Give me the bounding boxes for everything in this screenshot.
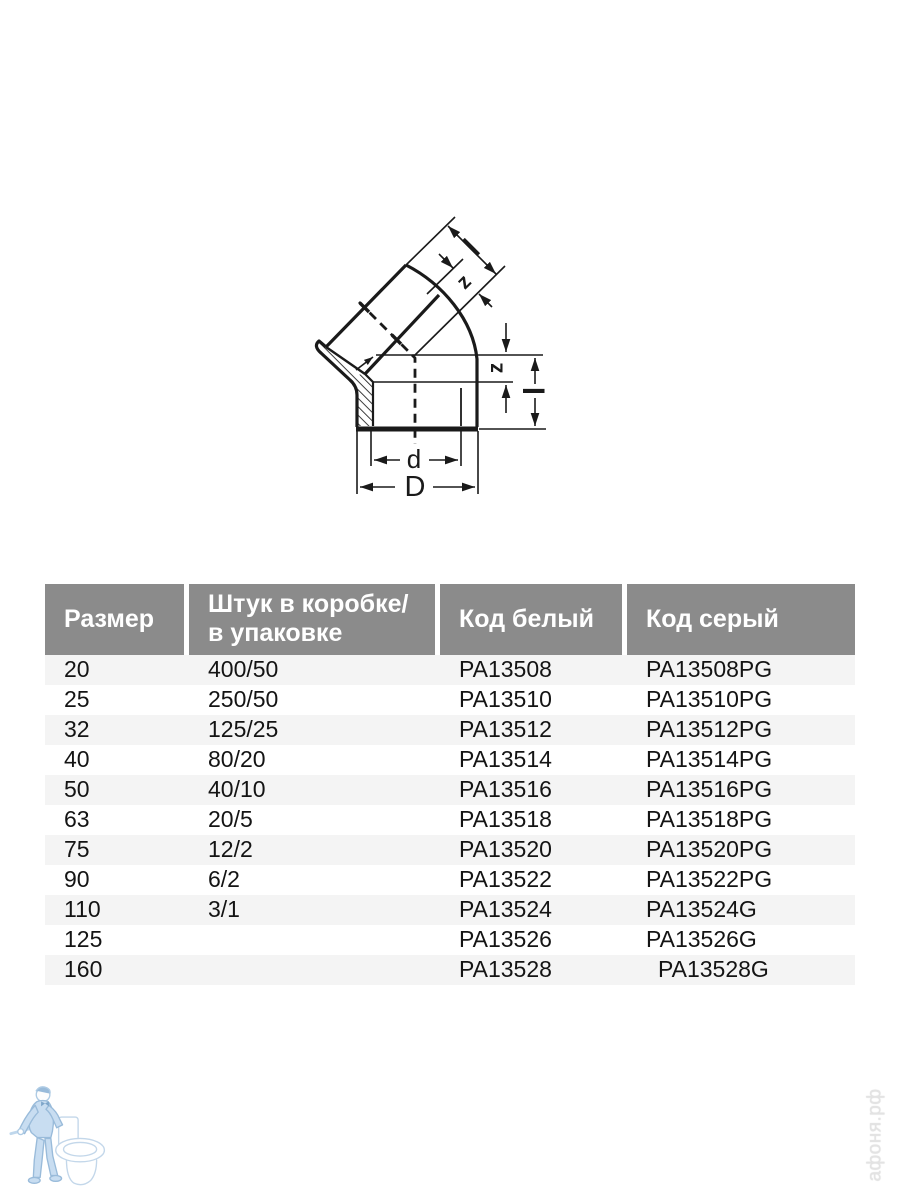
dim-label-z-angled: z bbox=[452, 270, 476, 294]
cell-code-white: PA13528 bbox=[459, 956, 552, 982]
cell-code-white: PA13512 bbox=[459, 716, 552, 742]
table-row bbox=[45, 895, 855, 925]
fitting-outline bbox=[316, 217, 546, 494]
cell-code-grey: PA13518PG bbox=[646, 806, 773, 832]
header-size: Размер bbox=[45, 584, 189, 655]
dim-label-l-angled: l bbox=[457, 233, 487, 263]
site-watermark bbox=[856, 1072, 896, 1198]
cell-pack: 12/2 bbox=[208, 836, 253, 862]
cell-code-grey: PA13524G bbox=[646, 896, 757, 922]
cell-size: 40 bbox=[64, 746, 90, 772]
section-hatch bbox=[318, 342, 373, 426]
cell-code-white: PA13510 bbox=[459, 686, 552, 712]
site-watermark-text: афоня.рф bbox=[865, 1088, 886, 1182]
table-row bbox=[45, 715, 855, 745]
cell-code-grey: PA13516PG bbox=[646, 776, 773, 802]
extension-lines bbox=[356, 217, 546, 494]
cell-pack: 80/20 bbox=[208, 746, 266, 772]
cell-code-white: PA13522 bbox=[459, 866, 552, 892]
cell-pack: 400/50 bbox=[208, 656, 279, 682]
cell-code-white: PA13516 bbox=[459, 776, 552, 802]
table-row bbox=[45, 775, 855, 805]
table-row bbox=[45, 925, 855, 955]
toilet-drawing bbox=[56, 1117, 105, 1185]
cell-code-grey: PA13512PG bbox=[646, 716, 773, 742]
cell-code-grey: PA13520PG bbox=[646, 836, 773, 862]
cell-code-white: PA13508 bbox=[459, 656, 552, 682]
cell-code-grey: PA13528G bbox=[658, 956, 769, 982]
cell-size: 160 bbox=[64, 956, 103, 982]
cell-size: 110 bbox=[64, 896, 101, 922]
cell-code-white: PA13514 bbox=[459, 746, 552, 772]
dim-label-l-right: l bbox=[518, 386, 552, 396]
dim-label-z-right: z bbox=[484, 362, 508, 374]
cell-code-grey: PA13522PG bbox=[646, 866, 773, 892]
cell-size: 125 bbox=[64, 926, 103, 952]
cell-code-white: PA13526 bbox=[459, 926, 552, 952]
table-row bbox=[45, 835, 855, 865]
fitting-diagram bbox=[293, 198, 583, 508]
plumber-figure bbox=[11, 1087, 63, 1183]
cell-code-grey: PA13508PG bbox=[646, 656, 773, 682]
dimension-arrows bbox=[360, 226, 535, 487]
table-header-row bbox=[45, 584, 855, 655]
cell-pack: 250/50 bbox=[208, 686, 279, 712]
table-row bbox=[45, 745, 855, 775]
cell-size: 20 bbox=[64, 656, 90, 682]
header-pack-line1: Штук в коробке/ bbox=[208, 590, 409, 618]
table-row bbox=[45, 805, 855, 835]
cell-pack bbox=[189, 925, 440, 955]
cell-pack: 20/5 bbox=[208, 806, 253, 832]
cell-size: 75 bbox=[64, 836, 90, 862]
cell-pack: 125/25 bbox=[208, 716, 279, 742]
cell-size: 32 bbox=[64, 716, 90, 742]
table-row bbox=[45, 655, 855, 685]
cell-code-white: PA13520 bbox=[459, 836, 552, 862]
header-code-white: Код белый bbox=[440, 584, 627, 655]
header-code-grey: Код серый bbox=[627, 584, 855, 655]
cell-size: 63 bbox=[64, 806, 90, 832]
dim-label-D: D bbox=[404, 471, 426, 503]
dim-label-d: d bbox=[406, 444, 422, 474]
header-pack bbox=[189, 584, 440, 655]
spec-table bbox=[45, 584, 855, 985]
table-row bbox=[45, 955, 855, 985]
table-row bbox=[45, 865, 855, 895]
spec-table-container bbox=[45, 584, 855, 985]
cell-code-white: PA13524 bbox=[459, 896, 552, 922]
cell-size: 50 bbox=[64, 776, 90, 802]
table-row bbox=[45, 685, 855, 715]
cell-code-grey: PA13514PG bbox=[646, 746, 773, 772]
cell-size: 90 bbox=[64, 866, 90, 892]
header-pack-line2: в упаковке bbox=[208, 619, 343, 648]
cell-pack: 40/10 bbox=[208, 776, 266, 802]
cell-size: 25 bbox=[64, 686, 90, 712]
cell-pack: 6/2 bbox=[208, 866, 240, 892]
cell-code-grey: PA13510PG bbox=[646, 686, 773, 712]
cell-pack bbox=[189, 955, 440, 985]
cell-code-grey: PA13526G bbox=[646, 926, 757, 952]
cell-code-white: PA13518 bbox=[459, 806, 552, 832]
plumber-logo-watermark bbox=[8, 1082, 120, 1194]
cell-pack: 3/1 bbox=[208, 896, 240, 922]
